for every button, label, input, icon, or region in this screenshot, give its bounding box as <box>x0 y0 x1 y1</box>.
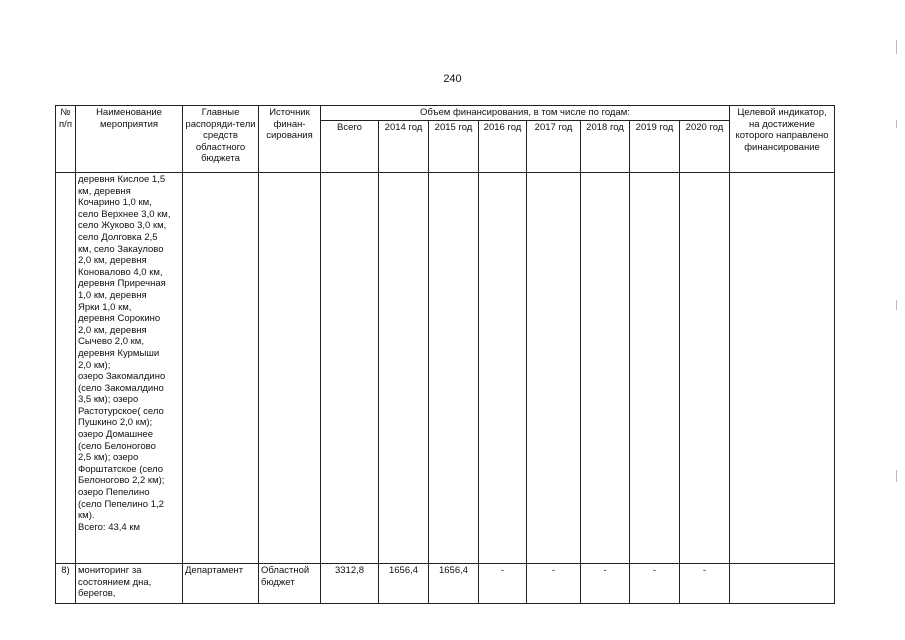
row-2018: - <box>581 564 630 604</box>
header-2020: 2020 год <box>680 121 730 173</box>
row-description: деревня Кислое 1,5 км, деревня Кочарино 1,0 км, село Верхнее 3,0 км, село Жуково 3,0 км, село Долговка 2,5 км, село Закаулово 2,0 км, деревня Коновалово 4,0 км, деревня Приречная 1,0 км, деревня Ярки 1,0 км, деревня Сорокино 2,0 км, деревня Сычево 2,0 км, деревня Курмыши 2,0 км); озеро Закомалдино (село Закомалдино 3,5 км); озеро Растотурское( село Пушкино 2,0 км); озеро Домашнее (село Белоногово 2,5 км); озеро Форштатское (село Белоногово 2,2 км); озеро Пепелино (село Пепелино 1,2 км). Всего: 43,4 км <box>76 173 183 564</box>
table-row <box>56 173 835 564</box>
row-2014: 1656,4 <box>379 564 429 604</box>
scan-edge-mark <box>896 470 897 482</box>
header-2019: 2019 год <box>630 121 680 173</box>
row-indicator <box>730 564 835 604</box>
header-2016: 2016 год <box>479 121 527 173</box>
row-2015: 1656,4 <box>429 564 479 604</box>
row-description: мониторинг за состоянием дна, берегов, <box>76 564 183 604</box>
header-2014: 2014 год <box>379 121 429 173</box>
row-source: Областной бюджет <box>259 564 321 604</box>
scan-edge-mark <box>896 40 897 54</box>
funding-table <box>55 105 835 604</box>
header-2018: 2018 год <box>581 121 630 173</box>
header-num: № п/п <box>56 106 76 173</box>
row-num <box>56 173 76 564</box>
page-number: 240 <box>443 73 462 85</box>
row-2020: - <box>680 564 730 604</box>
row-manager: Департамент <box>183 564 259 604</box>
header-2017: 2017 год <box>527 121 581 173</box>
header-source: Источник финан-сирования <box>259 106 321 173</box>
row-2016: - <box>479 564 527 604</box>
scan-edge-mark <box>896 120 897 128</box>
table-row <box>56 564 835 604</box>
header-total: Всего <box>321 121 379 173</box>
header-2015: 2015 год <box>429 121 479 173</box>
row-2019: - <box>630 564 680 604</box>
row-2017: - <box>527 564 581 604</box>
header-indicator: Целевой индикатор, на достижение которого направлено финансирование <box>730 106 835 173</box>
row-num: 8) <box>56 564 76 604</box>
header-managers: Главные распоряди-тели средств областного бюджета <box>183 106 259 173</box>
header-name: Наименование мероприятия <box>76 106 183 173</box>
header-funding-group: Объем финансирования, в том числе по годам: <box>321 106 730 121</box>
scan-edge-mark <box>896 300 897 310</box>
row-total: 3312,8 <box>321 564 379 604</box>
